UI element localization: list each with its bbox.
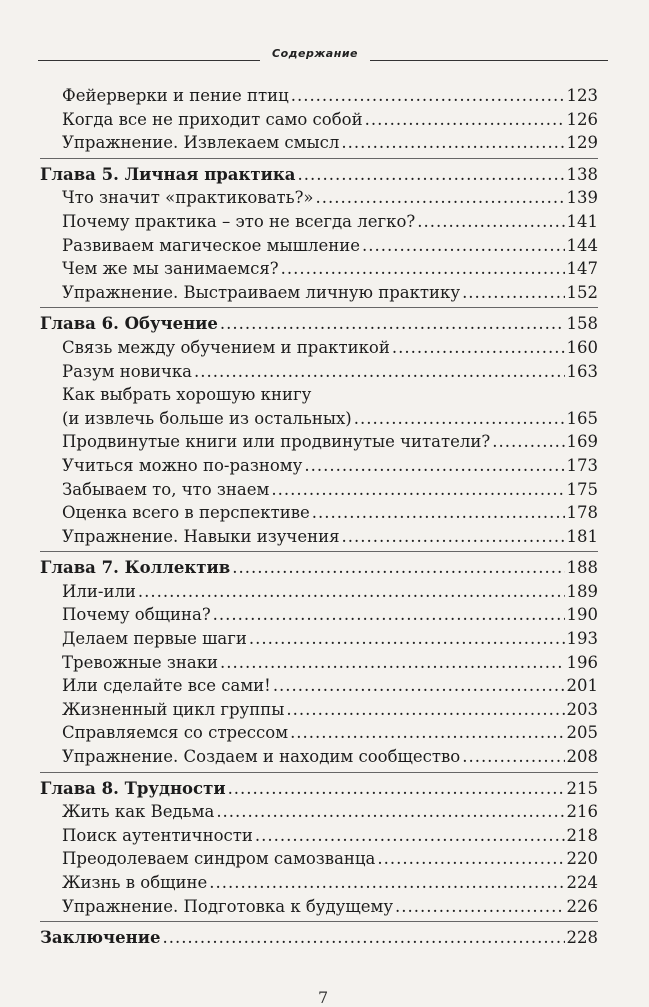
toc-entry-title-line: Как выбрать хорошую книгу: [62, 385, 312, 405]
toc-entry: [40, 651, 598, 675]
dot-leader: [213, 603, 565, 627]
toc-section: [40, 84, 598, 155]
toc-entry-title: Глава 6. Обучение: [40, 314, 218, 334]
toc-entry-page: 226: [566, 896, 598, 916]
header-rule-left: [38, 60, 260, 61]
toc-entry-title: Когда все не приходит само собой: [62, 109, 363, 129]
toc-entry-title: Глава 5. Личная практика: [40, 164, 296, 184]
section-divider: [40, 921, 598, 922]
toc-entry-page: 203: [566, 699, 598, 719]
dot-leader: [220, 651, 564, 675]
dot-leader: [255, 824, 565, 848]
toc-entry-title: Тревожные знаки: [62, 652, 219, 672]
running-header-title: Содержание: [272, 47, 358, 60]
toc-entry-title: Жить как Ведьма: [62, 802, 215, 822]
toc-entry-page: 178: [566, 503, 598, 523]
dot-leader: [232, 556, 564, 580]
toc-entry-title: Чем же мы занимаемся?: [62, 259, 279, 279]
toc-entry-page: 201: [566, 676, 598, 696]
toc-entry-title: Упражнение. Подготовка к будущему: [62, 896, 394, 916]
toc-entry-page: 139: [566, 188, 598, 208]
toc-entry: [40, 745, 598, 769]
table-of-contents: [40, 84, 598, 950]
section-divider: [40, 772, 598, 773]
toc-entry: [40, 698, 598, 722]
toc-entry-title: Глава 8. Трудности: [40, 778, 226, 798]
toc-entry: [40, 407, 598, 431]
toc-entry-page: 215: [566, 778, 598, 798]
toc-entry-title: Разум новичка: [62, 361, 193, 381]
dot-leader: [462, 745, 564, 769]
page-number: 7: [318, 988, 329, 1007]
toc-entry-page: 126: [566, 109, 598, 129]
dot-leader: [271, 478, 564, 502]
toc-entry: [40, 108, 598, 132]
dot-leader: [312, 501, 565, 525]
toc-entry-page: 163: [566, 361, 598, 381]
toc-entry: [40, 430, 598, 454]
dot-leader: [342, 525, 565, 549]
toc-entry: [40, 131, 598, 155]
section-divider: [40, 307, 598, 308]
toc-section: [40, 307, 598, 548]
toc-entry: [40, 627, 598, 651]
toc-entry-page: 218: [566, 825, 598, 845]
toc-entry-title: Почему община?: [62, 605, 211, 625]
toc-entry-page: 190: [566, 605, 598, 625]
section-divider: [40, 158, 598, 159]
toc-entry-title: Или-или: [62, 581, 136, 601]
dot-leader: [297, 163, 564, 187]
toc-entry-title: Делаем первые шаги: [62, 629, 247, 649]
toc-entry-page: 165: [566, 408, 598, 428]
toc-entry-page: 173: [566, 455, 598, 475]
toc-entry-title: Или сделайте все сами!: [62, 676, 271, 696]
toc-entry-title: Упражнение. Навыки изучения: [62, 526, 340, 546]
dot-leader: [194, 360, 564, 384]
toc-entry: [40, 525, 598, 549]
dot-leader: [354, 407, 565, 431]
toc-entry-page: 169: [566, 432, 598, 452]
toc-entry-page: 220: [566, 849, 598, 869]
dot-leader: [316, 186, 565, 210]
toc-entry-title: Поиск аутентичности: [62, 825, 253, 845]
toc-entry-title: Связь между обучением и практикой: [62, 337, 390, 357]
toc-entry-title: Глава 7. Коллектив: [40, 558, 231, 578]
dot-leader: [216, 800, 564, 824]
toc-entry-title: Учиться можно по-разному: [62, 455, 303, 475]
dot-leader: [492, 430, 564, 454]
toc-entry: [40, 895, 598, 919]
toc-entry-page: 144: [566, 235, 598, 255]
dot-leader: [304, 454, 564, 478]
toc-section: [40, 921, 598, 950]
toc-entry-page: 189: [566, 581, 598, 601]
toc-entry-page: 205: [566, 723, 598, 743]
toc-entry-title: Упражнение. Выстраиваем личную практику: [62, 282, 461, 302]
dot-leader: [220, 312, 565, 336]
dot-leader: [377, 847, 564, 871]
toc-entry-title: Продвинутые книги или продвинутые читатели?: [62, 432, 491, 452]
toc-entry-page: 224: [566, 873, 598, 892]
toc-entry-title: Почему практика – это не всегда легко?: [62, 211, 416, 231]
toc-entry-title: Жизнь в общине: [62, 873, 208, 892]
toc-entry-title: Упражнение. Создаем и находим сообщество: [62, 747, 461, 767]
toc-entry-title: Упражнение. Извлекаем смысл: [62, 133, 340, 153]
toc-entry: [40, 186, 598, 210]
toc-entry: [40, 84, 598, 108]
header-rule-right: [370, 60, 608, 61]
toc-entry: [40, 824, 598, 848]
dot-leader: [462, 281, 564, 305]
dot-leader: [209, 871, 564, 895]
toc-entry: [40, 847, 598, 871]
dot-leader: [395, 895, 564, 919]
toc-entry-page: 123: [566, 86, 598, 105]
toc-entry-page: 208: [566, 747, 598, 767]
toc-section: [40, 772, 598, 919]
toc-entry: [40, 721, 598, 745]
dot-leader: [228, 777, 565, 801]
toc-entry-title: Справляемся со стрессом: [62, 723, 289, 743]
dot-leader: [273, 674, 565, 698]
toc-entry: [40, 871, 598, 895]
toc-section: [40, 158, 598, 305]
toc-entry-title: Развиваем магическое мышление: [62, 235, 360, 255]
dot-leader: [162, 926, 564, 950]
toc-entry-page: 152: [566, 282, 598, 302]
toc-entry: [40, 454, 598, 478]
dot-leader: [417, 210, 564, 234]
toc-entry: [40, 674, 598, 698]
toc-entry: [40, 360, 598, 384]
toc-entry: [40, 257, 598, 281]
toc-entry: [40, 281, 598, 305]
toc-entry-page: 160: [566, 337, 598, 357]
toc-entry: [40, 603, 598, 627]
dot-leader: [365, 108, 565, 132]
toc-entry-title: Что значит «практиковать?»: [62, 188, 314, 208]
toc-entry: [40, 800, 598, 824]
toc-entry-page: 193: [566, 629, 598, 649]
dot-leader: [362, 234, 565, 258]
section-divider: [40, 551, 598, 552]
toc-entry: [40, 336, 598, 360]
toc-entry-title: Оценка всего в перспективе: [62, 503, 310, 523]
toc-entry: [40, 210, 598, 234]
toc-entry: [40, 580, 598, 604]
toc-entry-page: 216: [566, 802, 598, 822]
dot-leader: [286, 698, 564, 722]
toc-entry-page: 228: [566, 928, 598, 948]
dot-leader: [341, 131, 564, 155]
toc-entry-page: 138: [566, 164, 598, 184]
dot-leader: [249, 627, 565, 651]
toc-entry: [40, 478, 598, 502]
toc-entry-title: Жизненный цикл группы: [62, 699, 285, 719]
dot-leader: [291, 84, 565, 108]
dot-leader: [281, 257, 565, 281]
dot-leader: [290, 721, 564, 745]
toc-entry-title: Фейерверки и пение птиц: [62, 86, 289, 105]
toc-entry-page: 196: [566, 652, 598, 672]
toc-section: [40, 551, 598, 768]
toc-entry-title: Преодолеваем синдром самозванца: [62, 849, 376, 869]
toc-entry-page: 141: [566, 211, 598, 231]
toc-entry-page: 175: [566, 479, 598, 499]
dot-leader: [138, 580, 565, 604]
toc-entry-page: 181: [566, 526, 598, 546]
dot-leader: [392, 336, 565, 360]
toc-entry-page: 147: [566, 259, 598, 279]
toc-entry: [40, 234, 598, 258]
toc-chapter-entry: [40, 556, 598, 580]
toc-chapter-entry: [40, 163, 598, 187]
toc-entry-title: (и извлечь больше из остальных): [62, 408, 352, 428]
toc-chapter-entry: [40, 312, 598, 336]
toc-entry: [40, 501, 598, 525]
toc-chapter-entry: [40, 926, 598, 950]
toc-entry-page: 158: [566, 314, 598, 334]
toc-entry-page: 188: [566, 558, 598, 578]
toc-entry-title: Заключение: [40, 928, 161, 948]
toc-entry-page: 129: [566, 133, 598, 153]
toc-chapter-entry: [40, 777, 598, 801]
toc-entry-title: Забываем то, что знаем: [62, 479, 270, 499]
